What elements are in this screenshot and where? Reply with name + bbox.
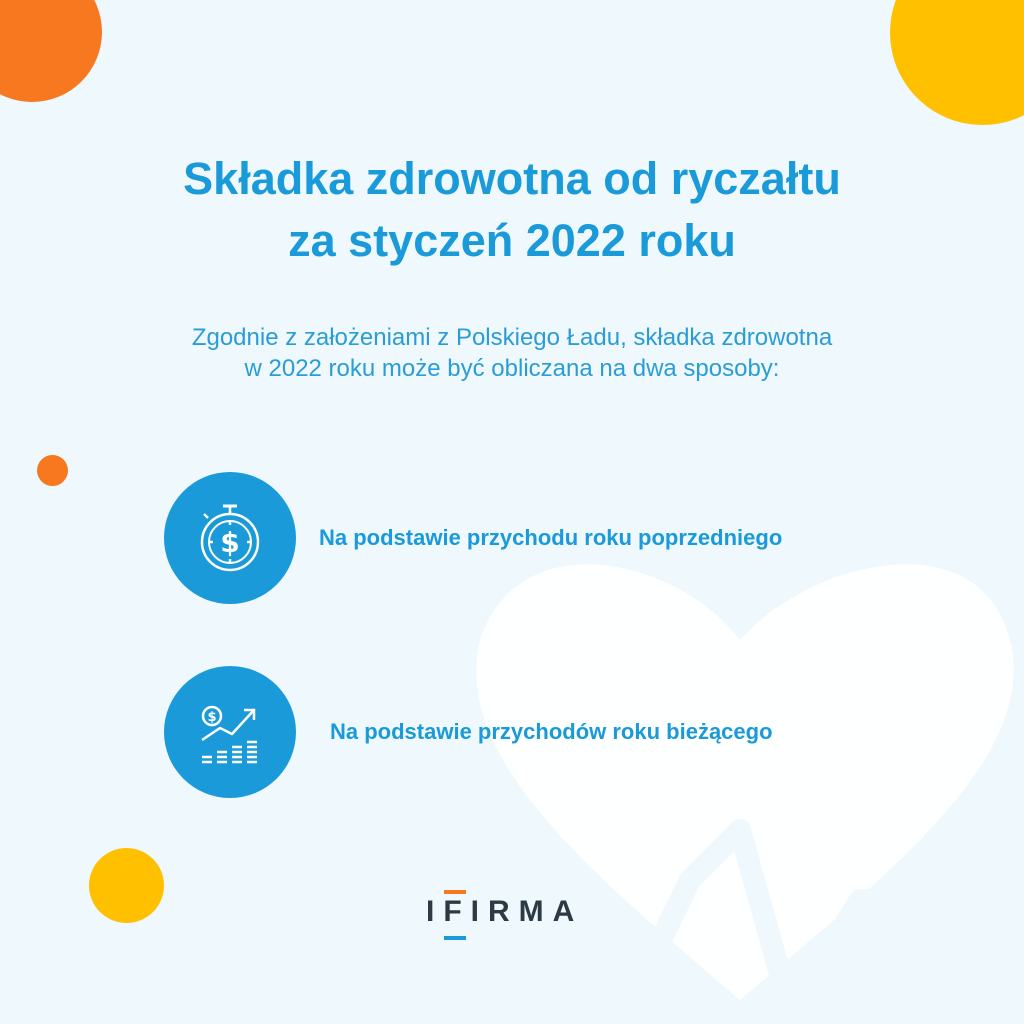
subtitle-line-2: w 2022 roku może być obliczana na dwa sposoby:: [244, 355, 780, 382]
decor-circle-yellow-bottom-left: [89, 848, 164, 923]
option-current-year-revenue: [164, 666, 773, 798]
option-label-current-year: Na podstawie przychodów roku bieżącego: [330, 719, 773, 744]
stopwatch-dollar-icon: [164, 472, 296, 604]
subtitle: [0, 322, 1024, 384]
svg-text:$: $: [207, 710, 217, 725]
option-previous-year-revenue: [164, 472, 782, 604]
title-line-1: Składka zdrowotna od ryczałtu: [183, 153, 841, 204]
ifirma-logo: [426, 892, 583, 932]
logo-accent-blue: [444, 936, 466, 940]
growth-chart-dollar-icon: [164, 666, 296, 798]
svg-text:$: $: [220, 526, 240, 559]
logo-text: IFIRMA: [426, 895, 584, 928]
option-label-previous-year: Na podstawie przychodu roku poprzedniego: [319, 525, 783, 550]
page-title: [0, 148, 1024, 272]
title-line-2: za styczeń 2022 roku: [288, 215, 736, 266]
decor-circle-orange-small: [37, 455, 68, 486]
logo-accent-orange: [444, 890, 466, 894]
subtitle-line-1: Zgodnie z założeniami z Polskiego Ładu, składka zdrowotna: [191, 324, 833, 351]
